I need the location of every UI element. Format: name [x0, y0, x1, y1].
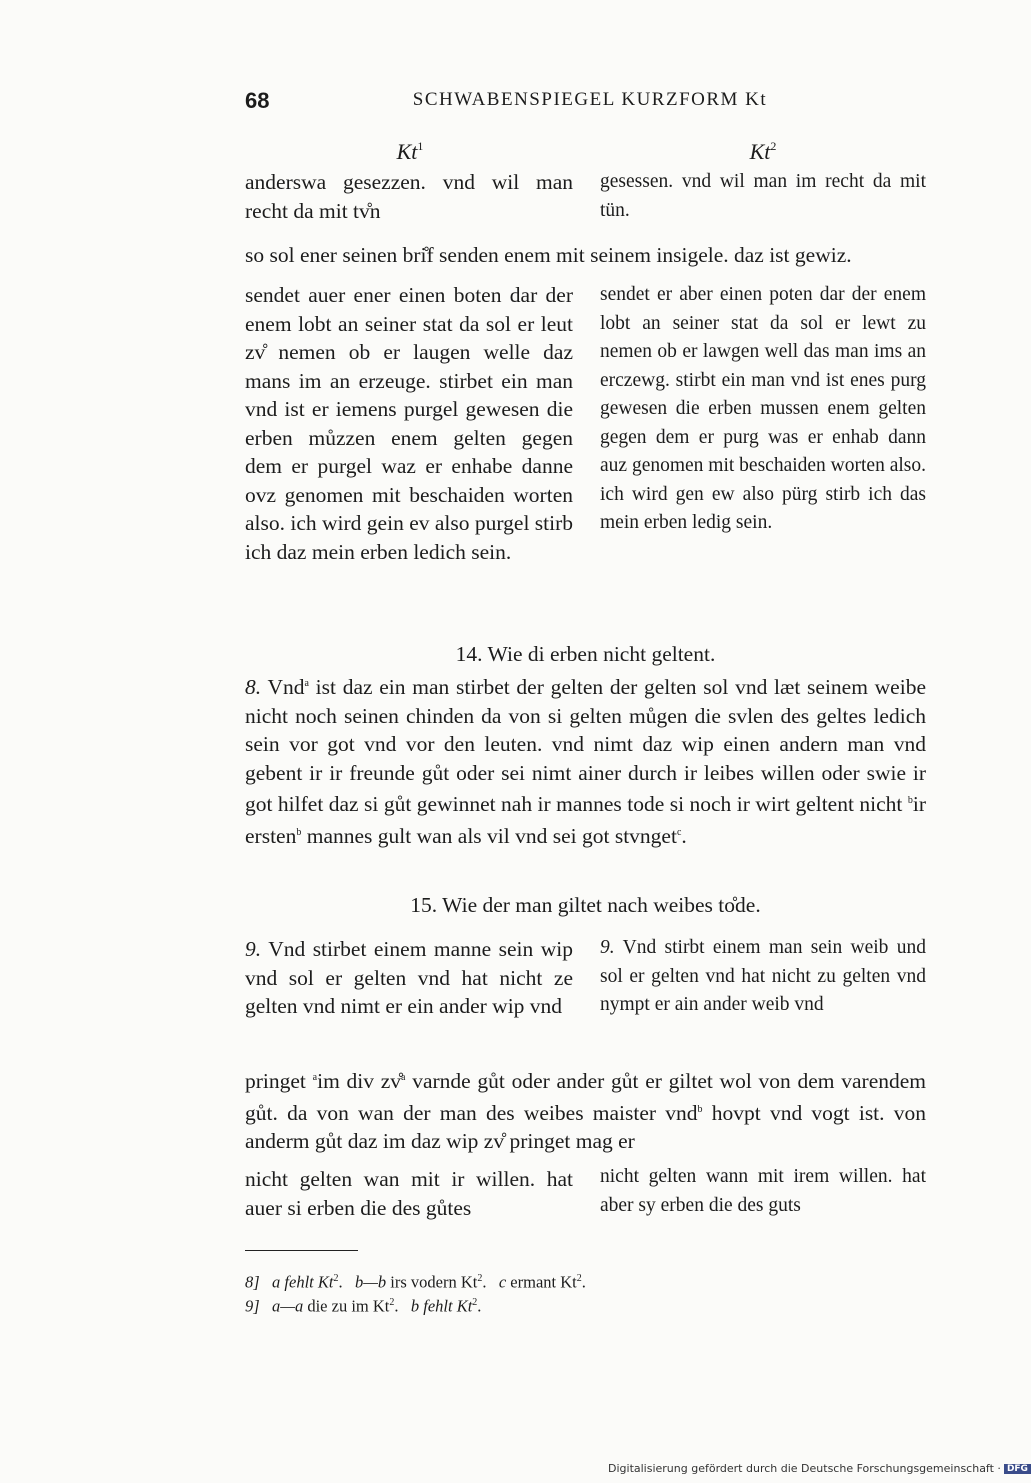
page-number: 68 [245, 88, 270, 113]
block2-left-text: sendet auer ener einen boten dar der enem lobt an seiner stat da sol er leut zv̊ nemen ob er laugen welle daz mans im an erzeuge. stirbet ein man vnd ist er iemens purgel gewesen die erben můzzen enem gelten gegen dem er purgel waz er enhabe danne ovz genomen mit beschaiden worten also. ich wird gein ev also purgel stirb ich daz mein erben ledich sein. [245, 283, 574, 564]
block4-left-text: nicht gelten wan mit ir willen. hat auer si erben die des gůtes [245, 1167, 573, 1220]
page-header [245, 88, 925, 118]
column-heading-kt1: Kt$^1$ [396, 139, 424, 164]
footnote-mark: b [697, 1103, 703, 1115]
block1-left-text: anderswa gesezzen. vnd wil man recht da mit tv̊n [245, 170, 573, 223]
shared-line-1: so sol ener seinen bri̊f senden enem mit seinem insigele. daz ist gewiz. [245, 243, 852, 267]
footnote-mark: a [312, 1072, 318, 1083]
block2-right-text: sendet er aber einen poten dar der enem lobt an seiner stat da sol er lewt zu nemen ob er lawgen well das man ims an erczewg. stirbt ein man vnd ist enes purg gewesen die erben mussen enem gelten gegen dem er purg was er enhab dann auz genomen mit beschaiden worten also. ich wird gen ew also pürg stirb ich das mein erben ledig sein. [600, 284, 926, 533]
footnote-8: 8] a fehlt Kt$^2$. b—b irs vodern Kt$^2$. c ermant Kt$^2$. [245, 1272, 586, 1292]
footnote-mark: b [296, 826, 302, 838]
footnote-rule [245, 1250, 358, 1251]
footnote-mark: a [304, 678, 309, 689]
block3-left-paragraph: 9. Vnd stirbet einem manne sein wip vnd sol er gelten vnd hat nicht ze gelten vnd nimt er ein ander wip vnd [245, 937, 573, 1018]
footnote-9: 9] a—a die zu im Kt$^2$. b fehlt Kt$^2$. [245, 1296, 482, 1316]
footnote-mark: b [907, 795, 913, 807]
block3-right-paragraph: 9. Vnd stirbt einem man sein weib und sol er gelten vnd hat nicht zu gelten vnd nympt er ain ander weib vnd [600, 937, 927, 1015]
section-14-paragraph: 8. Vnd$^a$ ist daz ein man stirbet der gelten der gelten sol vnd læt seinem weibe nicht noch seinen chinden da von si gelten můgen die svlen des geltes ledich sein vor got vnd vor den leuten. vnd nimt daz wip einen andern man vnd gebent ir ir freunde gůt oder sei nimt ainer durch ir leibes willen oder swie ir got hilfet daz si gůt gewinnet nah ir mannes tode si noch ir wirt geltent nicht $^b$ir ersten$^b$ mannes gult wan als vil vnd sei got stvnget$^c$. [245, 675, 927, 848]
column-heading-kt2: Kt$^2$ [749, 139, 777, 164]
block4-right-text: nicht gelten wann mit irem willen. hat aber sy erben die des guts [600, 1166, 926, 1216]
section-14-heading: 14. Wie di erben nicht geltent. [455, 642, 716, 666]
footnote-mark: a [401, 1072, 406, 1083]
paragraph-number: 8. [245, 675, 262, 700]
digitization-credit: Digitalisierung gefördert durch die Deutsche Forschungsgemeinschaft · DFG [608, 1462, 1031, 1475]
running-title: SCHWABENSPIEGEL KURZFORM Kt [412, 89, 768, 110]
block1-right-text: gesessen. vnd wil man im recht da mit tün. [600, 171, 926, 221]
footnote-mark: c [676, 826, 682, 838]
shared-paragraph-2: pringet $^a$im div zv̊$^a$ varnde gůt oder ander gůt er giltet wol von dem varendem gůt. da von wan der man des weibes maister vnd$^b$ hovpt vnd vogt ist. von anderm gůt daz im daz wip zv̊ pringet mag er [245, 1069, 927, 1154]
section-15-heading: 15. Wie der man giltet nach weibes to̊de. [410, 893, 761, 917]
dfg-logo: DFG [1004, 1464, 1031, 1474]
